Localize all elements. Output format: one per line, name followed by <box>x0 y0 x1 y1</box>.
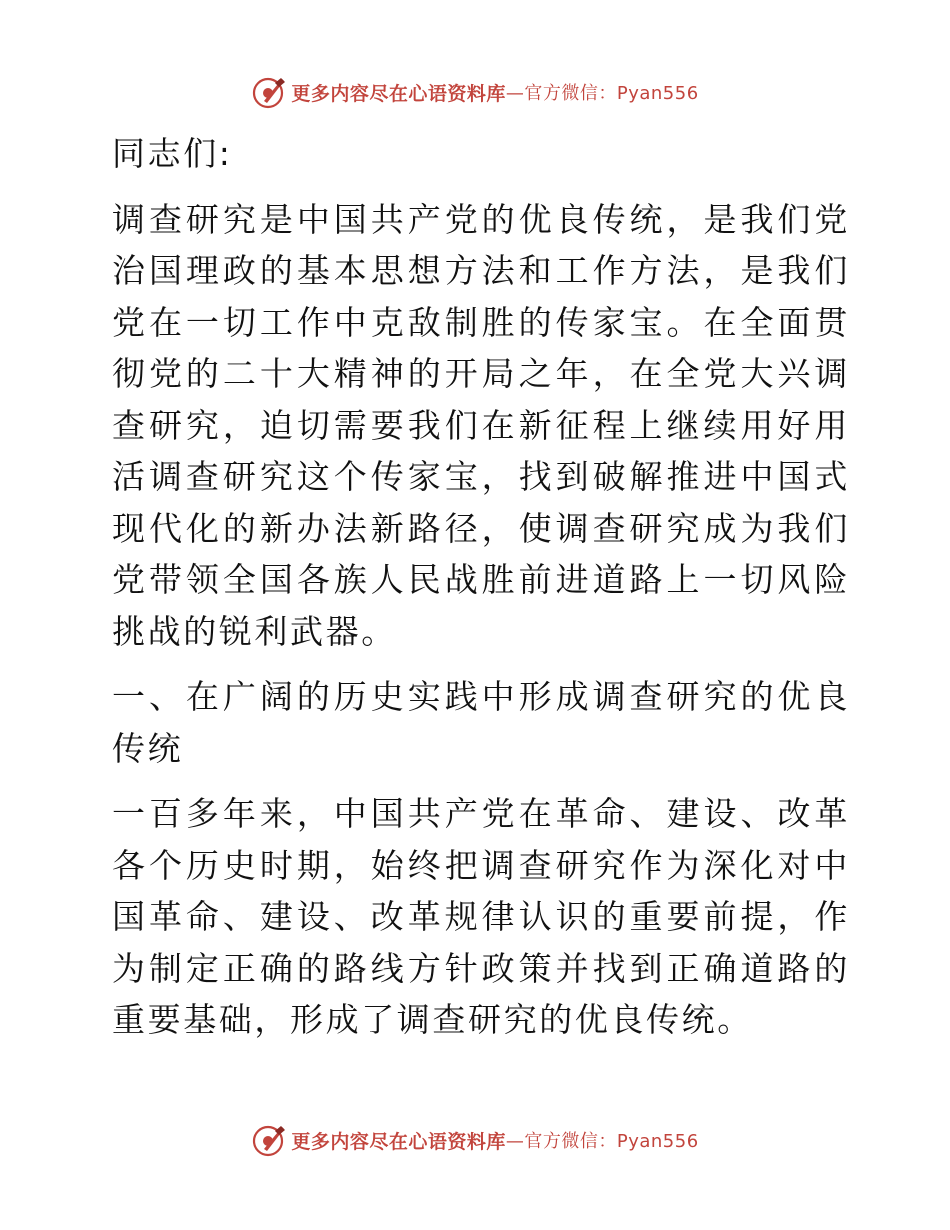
paragraph-intro: 调查研究是中国共产党的优良传统，是我们党治国理政的基本思想方法和工作方法，是我们党在一切工作中克敌制胜的传家宝。在全面贯彻党的二十大精神的开局之年，在全党大兴调查研究，迫切需要我们在新征程上继续用好用活调查研究这个传家宝，找到破解推进中国式现代化的新办法新路径，使调查研究成为我们党带领全国各族人民战胜前进道路上一切风险挑战的锐利武器。 <box>112 199 850 651</box>
watermark-wechat-text: —官方微信：Pyan556 <box>505 1131 699 1152</box>
document-body <box>100 128 850 1046</box>
paragraph-section-1: 一百多年来，中国共产党在革命、建设、改革各个历史时期，始终把调查研究作为深化对中国革命、建设、改革规律认识的重要前提，作为制定正确的路线方针政策并找到正确道路的重要基础，形成了调查研究的优良传统。 <box>112 794 850 1039</box>
quill-pen-logo-icon <box>251 1122 287 1158</box>
watermark-main-text: 更多内容尽在心语资料库 <box>291 82 506 105</box>
quill-pen-logo-icon <box>251 74 287 110</box>
footer-watermark-banner <box>0 1120 950 1160</box>
header-watermark-banner <box>0 72 950 112</box>
watermark-wechat-text: —官方微信：Pyan556 <box>505 83 699 104</box>
section-heading-1: 一、在广阔的历史实践中形成调查研究的优良传统 <box>112 677 850 768</box>
greeting: 同志们: <box>112 134 233 173</box>
watermark-main-text: 更多内容尽在心语资料库 <box>291 1130 506 1153</box>
